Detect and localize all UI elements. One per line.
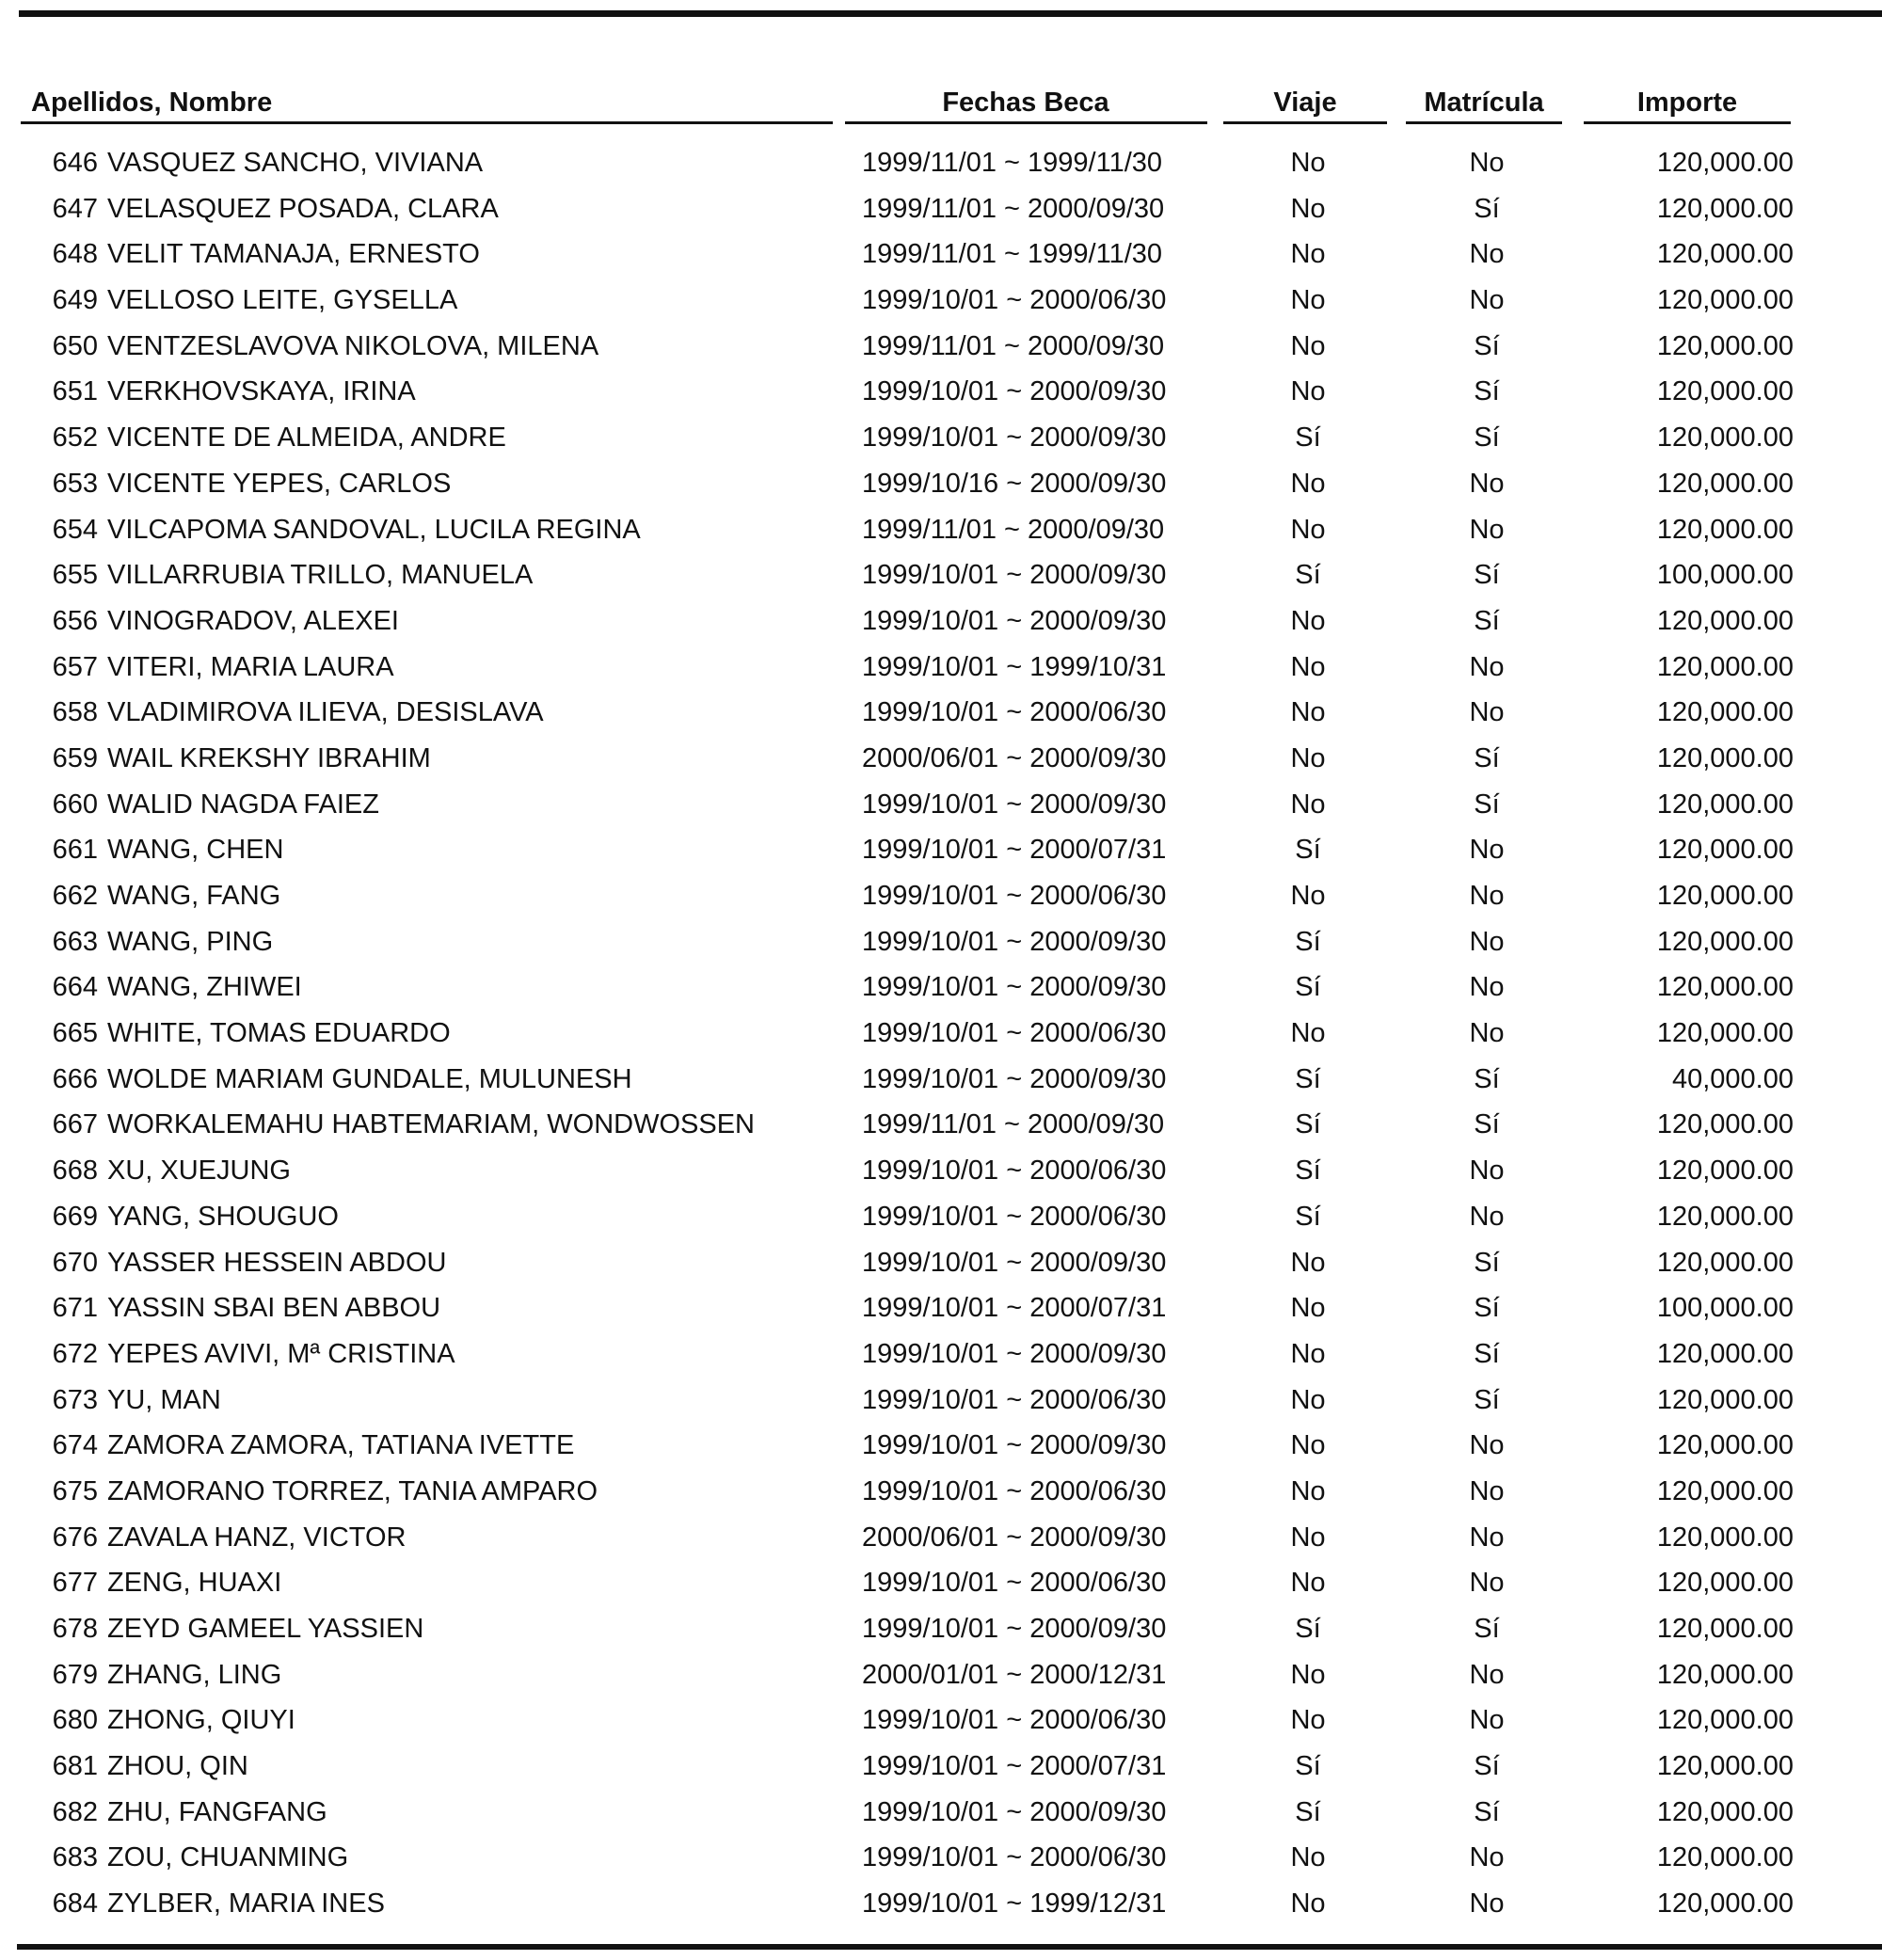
- cell-amount: 120,000.00: [1656, 697, 1794, 728]
- cell-name: WOLDE MARIAM GUNDALE, MULUNESH: [107, 1063, 632, 1094]
- cell-travel: No: [1290, 1475, 1326, 1506]
- cell-tuition: Sí: [1474, 1384, 1500, 1415]
- cell-amount: 120,000.00: [1656, 651, 1794, 682]
- cell-num: 666: [52, 1063, 98, 1094]
- cell-num: 652: [52, 422, 98, 454]
- cell-dates: 1999/11/01 ~ 2000/09/30: [862, 514, 1165, 545]
- cell-tuition: No: [1469, 1842, 1505, 1873]
- header-travel: Viaje: [1273, 88, 1337, 118]
- cell-dates: 1999/10/01 ~ 1999/10/31: [862, 651, 1167, 682]
- cell-amount: 120,000.00: [1656, 1796, 1794, 1827]
- cell-amount: 120,000.00: [1656, 972, 1794, 1003]
- cell-amount: 120,000.00: [1656, 1155, 1794, 1187]
- table-row: [0, 831, 1882, 877]
- cell-tuition: No: [1469, 1522, 1505, 1553]
- cell-dates: 1999/10/01 ~ 2000/06/30: [862, 1568, 1167, 1599]
- table-row: [0, 740, 1882, 786]
- table-row: [0, 327, 1882, 374]
- cell-dates: 1999/10/01 ~ 2000/09/30: [862, 605, 1167, 636]
- cell-num: 681: [52, 1751, 98, 1782]
- cell-tuition: Sí: [1474, 560, 1500, 591]
- cell-name: ZAVALA HANZ, VICTOR: [107, 1522, 407, 1553]
- table-row: [0, 1198, 1882, 1244]
- cell-amount: 120,000.00: [1656, 1705, 1794, 1736]
- cell-amount: 120,000.00: [1656, 239, 1794, 270]
- cell-travel: No: [1290, 1293, 1326, 1324]
- table-body: [0, 144, 1882, 1931]
- cell-num: 646: [52, 148, 98, 178]
- cell-travel: No: [1290, 1705, 1326, 1736]
- cell-amount: 100,000.00: [1656, 560, 1794, 591]
- cell-name: WORKALEMAHU HABTEMARIAM, WONDWOSSEN: [107, 1109, 755, 1140]
- cell-amount: 120,000.00: [1656, 1018, 1794, 1049]
- cell-tuition: Sí: [1474, 422, 1500, 454]
- cell-name: XU, XUEJUNG: [107, 1155, 291, 1187]
- table-row: [0, 1244, 1882, 1290]
- cell-tuition: Sí: [1474, 605, 1500, 636]
- cell-amount: 120,000.00: [1656, 742, 1794, 773]
- table-row: [0, 1014, 1882, 1060]
- cell-name: ZHANG, LING: [107, 1659, 282, 1690]
- cell-travel: Sí: [1295, 1063, 1321, 1094]
- table-row: [0, 1473, 1882, 1519]
- cell-amount: 120,000.00: [1656, 193, 1794, 224]
- cell-dates: 1999/10/01 ~ 2000/09/30: [862, 1796, 1167, 1827]
- cell-travel: Sí: [1295, 926, 1321, 957]
- cell-amount: 120,000.00: [1656, 148, 1794, 178]
- cell-name: WHITE, TOMAS EDUARDO: [107, 1018, 451, 1049]
- cell-name: VELLOSO LEITE, GYSELLA: [107, 285, 458, 316]
- cell-travel: No: [1290, 651, 1326, 682]
- cell-num: 653: [52, 468, 98, 499]
- table-row: [0, 786, 1882, 832]
- cell-name: WANG, PING: [107, 926, 274, 957]
- cell-num: 651: [52, 376, 98, 407]
- cell-dates: 1999/11/01 ~ 1999/11/30: [862, 148, 1163, 178]
- cell-dates: 1999/10/16 ~ 2000/09/30: [862, 468, 1167, 499]
- cell-tuition: No: [1469, 1475, 1505, 1506]
- cell-tuition: No: [1469, 514, 1505, 545]
- cell-dates: 1999/11/01 ~ 2000/09/30: [862, 330, 1165, 361]
- cell-amount: 100,000.00: [1656, 1293, 1794, 1324]
- cell-tuition: No: [1469, 1018, 1505, 1049]
- cell-num: 682: [52, 1796, 98, 1827]
- cell-amount: 120,000.00: [1656, 1751, 1794, 1782]
- cell-name: ZHONG, QIUYI: [107, 1705, 295, 1736]
- cell-name: WANG, ZHIWEI: [107, 972, 302, 1003]
- cell-name: VLADIMIROVA ILIEVA, DESISLAVA: [107, 697, 544, 728]
- cell-travel: No: [1290, 376, 1326, 407]
- cell-tuition: No: [1469, 1705, 1505, 1736]
- cell-amount: 120,000.00: [1656, 1247, 1794, 1278]
- cell-tuition: Sí: [1474, 1063, 1500, 1094]
- cell-travel: No: [1290, 1018, 1326, 1049]
- cell-tuition: Sí: [1474, 376, 1500, 407]
- cell-num: 650: [52, 330, 98, 361]
- cell-amount: 120,000.00: [1656, 835, 1794, 866]
- table-row: [0, 1839, 1882, 1885]
- cell-dates: 1999/10/01 ~ 2000/06/30: [862, 1155, 1167, 1187]
- cell-num: 656: [52, 605, 98, 636]
- cell-travel: No: [1290, 789, 1326, 820]
- cell-travel: No: [1290, 239, 1326, 270]
- cell-dates: 1999/11/01 ~ 2000/09/30: [862, 193, 1165, 224]
- cell-travel: No: [1290, 1568, 1326, 1599]
- cell-num: 658: [52, 697, 98, 728]
- cell-tuition: Sí: [1474, 742, 1500, 773]
- cell-num: 683: [52, 1842, 98, 1873]
- header-underline-dates: [845, 121, 1207, 124]
- cell-amount: 120,000.00: [1656, 1475, 1794, 1506]
- cell-num: 664: [52, 972, 98, 1003]
- cell-amount: 120,000.00: [1656, 1842, 1794, 1873]
- cell-amount: 120,000.00: [1656, 789, 1794, 820]
- cell-amount: 120,000.00: [1656, 1659, 1794, 1690]
- table-row: [0, 968, 1882, 1014]
- cell-travel: No: [1290, 468, 1326, 499]
- cell-name: VILCAPOMA SANDOVAL, LUCILA REGINA: [107, 514, 641, 545]
- cell-travel: No: [1290, 193, 1326, 224]
- cell-travel: No: [1290, 1888, 1326, 1920]
- cell-num: 677: [52, 1568, 98, 1599]
- cell-amount: 120,000.00: [1656, 376, 1794, 407]
- table-row: [0, 1426, 1882, 1473]
- cell-num: 648: [52, 239, 98, 270]
- table-row: [0, 1610, 1882, 1656]
- cell-tuition: No: [1469, 835, 1505, 866]
- cell-dates: 1999/10/01 ~ 2000/09/30: [862, 972, 1167, 1003]
- table-row: [0, 1656, 1882, 1702]
- header-tuition: Matrícula: [1424, 88, 1544, 118]
- cell-num: 647: [52, 193, 98, 224]
- table-row: [0, 419, 1882, 465]
- table-row: [0, 1060, 1882, 1107]
- cell-dates: 2000/06/01 ~ 2000/09/30: [862, 1522, 1167, 1553]
- cell-travel: No: [1290, 1247, 1326, 1278]
- cell-tuition: Sí: [1474, 1109, 1500, 1140]
- cell-name: WANG, FANG: [107, 881, 281, 911]
- cell-amount: 120,000.00: [1656, 1614, 1794, 1644]
- cell-amount: 120,000.00: [1656, 330, 1794, 361]
- cell-num: 655: [52, 560, 98, 591]
- cell-num: 674: [52, 1430, 98, 1461]
- cell-name: VERKHOVSKAYA, IRINA: [107, 376, 416, 407]
- cell-dates: 2000/01/01 ~ 2000/12/31: [862, 1659, 1167, 1690]
- cell-num: 668: [52, 1155, 98, 1187]
- cell-name: ZYLBER, MARIA INES: [107, 1888, 385, 1920]
- table-row: [0, 693, 1882, 740]
- cell-tuition: No: [1469, 148, 1505, 178]
- cell-num: 663: [52, 926, 98, 957]
- table-row: [0, 1519, 1882, 1565]
- cell-amount: 120,000.00: [1656, 468, 1794, 499]
- cell-travel: No: [1290, 514, 1326, 545]
- cell-dates: 1999/10/01 ~ 2000/06/30: [862, 1201, 1167, 1232]
- cell-travel: No: [1290, 285, 1326, 316]
- cell-name: VICENTE DE ALMEIDA, ANDRE: [107, 422, 506, 454]
- cell-dates: 1999/10/01 ~ 2000/07/31: [862, 1293, 1167, 1324]
- cell-travel: Sí: [1295, 1796, 1321, 1827]
- cell-num: 659: [52, 742, 98, 773]
- cell-name: YASSER HESSEIN ABDOU: [107, 1247, 447, 1278]
- cell-name: YEPES AVIVI, Mª CRISTINA: [107, 1338, 455, 1369]
- table-row: [0, 1701, 1882, 1747]
- cell-name: WANG, CHEN: [107, 835, 284, 866]
- table-row: [0, 1152, 1882, 1198]
- cell-num: 680: [52, 1705, 98, 1736]
- cell-travel: No: [1290, 1522, 1326, 1553]
- cell-tuition: Sí: [1474, 1751, 1500, 1782]
- cell-amount: 120,000.00: [1656, 1109, 1794, 1140]
- cell-dates: 1999/11/01 ~ 2000/09/30: [862, 1109, 1165, 1140]
- cell-tuition: Sí: [1474, 330, 1500, 361]
- cell-travel: No: [1290, 697, 1326, 728]
- cell-dates: 1999/10/01 ~ 2000/09/30: [862, 560, 1167, 591]
- cell-dates: 1999/10/01 ~ 2000/09/30: [862, 1338, 1167, 1369]
- cell-dates: 2000/06/01 ~ 2000/09/30: [862, 742, 1167, 773]
- cell-name: ZAMORA ZAMORA, TATIANA IVETTE: [107, 1430, 575, 1461]
- cell-travel: No: [1290, 148, 1326, 178]
- cell-num: 657: [52, 651, 98, 682]
- cell-travel: No: [1290, 1338, 1326, 1369]
- cell-tuition: No: [1469, 239, 1505, 270]
- cell-dates: 1999/10/01 ~ 2000/09/30: [862, 1430, 1167, 1461]
- cell-travel: Sí: [1295, 972, 1321, 1003]
- cell-num: 660: [52, 789, 98, 820]
- cell-tuition: Sí: [1474, 789, 1500, 820]
- cell-tuition: Sí: [1474, 1247, 1500, 1278]
- table-row: [0, 1106, 1882, 1152]
- cell-name: YASSIN SBAI BEN ABBOU: [107, 1293, 441, 1324]
- cell-name: ZHU, FANGFANG: [107, 1796, 327, 1827]
- cell-tuition: Sí: [1474, 193, 1500, 224]
- table-row: [0, 465, 1882, 511]
- cell-dates: 1999/10/01 ~ 2000/09/30: [862, 789, 1167, 820]
- cell-tuition: No: [1469, 468, 1505, 499]
- cell-tuition: No: [1469, 926, 1505, 957]
- cell-name: VILLARRUBIA TRILLO, MANUELA: [107, 560, 534, 591]
- cell-travel: No: [1290, 1384, 1326, 1415]
- cell-dates: 1999/10/01 ~ 2000/06/30: [862, 285, 1167, 316]
- cell-num: 684: [52, 1888, 98, 1920]
- cell-name: ZHOU, QIN: [107, 1751, 248, 1782]
- cell-amount: 120,000.00: [1656, 1888, 1794, 1920]
- cell-amount: 120,000.00: [1656, 881, 1794, 911]
- cell-num: 679: [52, 1659, 98, 1690]
- header-name: Apellidos, Nombre: [31, 88, 273, 118]
- table-row: [0, 190, 1882, 236]
- cell-tuition: Sí: [1474, 1338, 1500, 1369]
- cell-tuition: No: [1469, 1201, 1505, 1232]
- table-row: [0, 923, 1882, 969]
- cell-num: 667: [52, 1109, 98, 1140]
- cell-amount: 120,000.00: [1656, 926, 1794, 957]
- cell-dates: 1999/10/01 ~ 2000/09/30: [862, 422, 1167, 454]
- cell-travel: No: [1290, 1430, 1326, 1461]
- cell-amount: 120,000.00: [1656, 1338, 1794, 1369]
- cell-tuition: No: [1469, 1155, 1505, 1187]
- cell-travel: No: [1290, 1842, 1326, 1873]
- header-underline-amount: [1584, 121, 1791, 124]
- cell-travel: No: [1290, 330, 1326, 361]
- table-row: [0, 1381, 1882, 1427]
- cell-name: YU, MAN: [107, 1384, 221, 1415]
- cell-travel: Sí: [1295, 835, 1321, 866]
- cell-tuition: No: [1469, 285, 1505, 316]
- header-underline-travel: [1223, 121, 1387, 124]
- cell-travel: No: [1290, 742, 1326, 773]
- cell-dates: 1999/10/01 ~ 2000/06/30: [862, 1705, 1167, 1736]
- cell-amount: 120,000.00: [1656, 285, 1794, 316]
- cell-travel: Sí: [1295, 560, 1321, 591]
- cell-travel: No: [1290, 881, 1326, 911]
- cell-dates: 1999/10/01 ~ 2000/06/30: [862, 881, 1167, 911]
- table-row: [0, 1793, 1882, 1840]
- cell-tuition: No: [1469, 651, 1505, 682]
- cell-travel: Sí: [1295, 422, 1321, 454]
- table-row: [0, 648, 1882, 694]
- cell-travel: Sí: [1295, 1201, 1321, 1232]
- cell-tuition: No: [1469, 881, 1505, 911]
- cell-tuition: No: [1469, 697, 1505, 728]
- cell-tuition: No: [1469, 1568, 1505, 1599]
- table-row: [0, 1885, 1882, 1931]
- cell-amount: 40,000.00: [1671, 1063, 1794, 1094]
- cell-dates: 1999/10/01 ~ 2000/07/31: [862, 1751, 1167, 1782]
- cell-amount: 120,000.00: [1656, 1568, 1794, 1599]
- cell-amount: 120,000.00: [1656, 1384, 1794, 1415]
- table-row: [0, 1335, 1882, 1381]
- table-row: [0, 281, 1882, 327]
- header-dates: Fechas Beca: [942, 88, 1109, 118]
- cell-tuition: Sí: [1474, 1293, 1500, 1324]
- table-row: [0, 602, 1882, 648]
- cell-name: YANG, SHOUGUO: [107, 1201, 339, 1232]
- cell-travel: No: [1290, 605, 1326, 636]
- table-row: [0, 144, 1882, 190]
- cell-amount: 120,000.00: [1656, 1430, 1794, 1461]
- cell-name: VENTZESLAVOVA NIKOLOVA, MILENA: [107, 330, 599, 361]
- cell-dates: 1999/10/01 ~ 2000/06/30: [862, 1475, 1167, 1506]
- cell-dates: 1999/10/01 ~ 2000/09/30: [862, 1247, 1167, 1278]
- top-rule: [19, 10, 1882, 17]
- cell-num: 665: [52, 1018, 98, 1049]
- cell-name: ZAMORANO TORREZ, TANIA AMPARO: [107, 1475, 598, 1506]
- cell-num: 670: [52, 1247, 98, 1278]
- cell-travel: No: [1290, 1659, 1326, 1690]
- header-underline-name: [21, 121, 833, 124]
- cell-tuition: Sí: [1474, 1614, 1500, 1644]
- cell-dates: 1999/10/01 ~ 2000/09/30: [862, 1063, 1167, 1094]
- cell-name: ZENG, HUAXI: [107, 1568, 282, 1599]
- header-amount: Importe: [1636, 88, 1738, 118]
- cell-name: ZOU, CHUANMING: [107, 1842, 349, 1873]
- cell-dates: 1999/10/01 ~ 2000/06/30: [862, 1842, 1167, 1873]
- table-row: [0, 511, 1882, 557]
- cell-name: VITERI, MARIA LAURA: [107, 651, 394, 682]
- cell-name: WAIL KREKSHY IBRAHIM: [107, 742, 431, 773]
- header-underline-tuition: [1406, 121, 1562, 124]
- cell-num: 649: [52, 285, 98, 316]
- table-row: [0, 556, 1882, 602]
- bottom-rule: [17, 1944, 1882, 1950]
- cell-num: 673: [52, 1384, 98, 1415]
- cell-dates: 1999/10/01 ~ 2000/09/30: [862, 926, 1167, 957]
- cell-dates: 1999/10/01 ~ 2000/09/30: [862, 1614, 1167, 1644]
- cell-travel: Sí: [1295, 1614, 1321, 1644]
- cell-travel: Sí: [1295, 1155, 1321, 1187]
- cell-dates: 1999/10/01 ~ 1999/12/31: [862, 1888, 1167, 1920]
- cell-dates: 1999/10/01 ~ 2000/06/30: [862, 697, 1167, 728]
- cell-num: 654: [52, 514, 98, 545]
- cell-num: 672: [52, 1338, 98, 1369]
- cell-tuition: No: [1469, 1430, 1505, 1461]
- cell-amount: 120,000.00: [1656, 1522, 1794, 1553]
- cell-tuition: Sí: [1474, 1796, 1500, 1827]
- cell-travel: Sí: [1295, 1751, 1321, 1782]
- cell-num: 662: [52, 881, 98, 911]
- cell-dates: 1999/10/01 ~ 2000/09/30: [862, 376, 1167, 407]
- cell-num: 661: [52, 835, 98, 866]
- cell-amount: 120,000.00: [1656, 1201, 1794, 1232]
- table-row: [0, 1747, 1882, 1793]
- table-row: [0, 1564, 1882, 1610]
- cell-name: VELASQUEZ POSADA, CLARA: [107, 193, 499, 224]
- cell-name: VELIT TAMANAJA, ERNESTO: [107, 239, 480, 270]
- cell-dates: 1999/11/01 ~ 1999/11/30: [862, 239, 1163, 270]
- cell-num: 678: [52, 1614, 98, 1644]
- table-row: [0, 1289, 1882, 1335]
- cell-tuition: No: [1469, 1659, 1505, 1690]
- cell-name: VICENTE YEPES, CARLOS: [107, 468, 452, 499]
- cell-name: ZEYD GAMEEL YASSIEN: [107, 1614, 424, 1644]
- table-row: [0, 373, 1882, 419]
- cell-name: WALID NAGDA FAIEZ: [107, 789, 379, 820]
- cell-dates: 1999/10/01 ~ 2000/06/30: [862, 1018, 1167, 1049]
- table-row: [0, 877, 1882, 923]
- cell-travel: Sí: [1295, 1109, 1321, 1140]
- cell-num: 675: [52, 1475, 98, 1506]
- cell-amount: 120,000.00: [1656, 514, 1794, 545]
- cell-amount: 120,000.00: [1656, 422, 1794, 454]
- cell-dates: 1999/10/01 ~ 2000/06/30: [862, 1384, 1167, 1415]
- cell-tuition: No: [1469, 972, 1505, 1003]
- table-row: [0, 235, 1882, 281]
- cell-name: VASQUEZ SANCHO, VIVIANA: [107, 148, 484, 178]
- cell-num: 669: [52, 1201, 98, 1232]
- cell-dates: 1999/10/01 ~ 2000/07/31: [862, 835, 1167, 866]
- cell-amount: 120,000.00: [1656, 605, 1794, 636]
- cell-name: VINOGRADOV, ALEXEI: [107, 605, 399, 636]
- cell-num: 671: [52, 1293, 98, 1324]
- cell-tuition: No: [1469, 1888, 1505, 1920]
- cell-num: 676: [52, 1522, 98, 1553]
